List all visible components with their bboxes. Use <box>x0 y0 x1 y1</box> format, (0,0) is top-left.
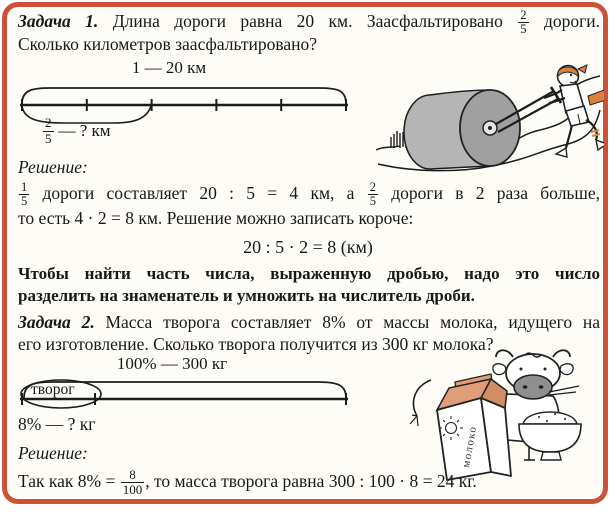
solution2-heading: Решение: <box>18 443 88 463</box>
cow-muzzle <box>514 375 552 399</box>
fraction-numerator: 2 <box>45 115 52 131</box>
boot <box>556 148 567 157</box>
solution1-line2: то есть 4 · 2 = 8 км. Решение можно записать короче: <box>18 208 414 228</box>
boot <box>596 140 604 150</box>
problem2-text-a: Масса творога составляет 8% от массы молока, идущего на <box>105 312 600 332</box>
diagram2-top-label: 100% — 300 кг <box>116 354 228 373</box>
rule-statement <box>18 263 600 307</box>
problem2-line1 <box>18 311 600 333</box>
diagram1-question-label: — ? км <box>58 121 111 140</box>
fraction-two-fifths <box>368 181 378 209</box>
diagram2-ellipse-label: творог <box>31 381 75 398</box>
diagram1-bottom-label <box>42 114 111 148</box>
solution2-line <box>18 462 600 500</box>
solution1-line1 <box>18 179 601 209</box>
problem2-title: Задача 2. <box>18 312 95 332</box>
fraction-denominator: 5 <box>21 194 28 209</box>
diagram2-bottom-label: 8% — ? кг <box>18 414 96 434</box>
diagram1-top-label: 1 — 20 км <box>131 58 207 77</box>
fraction-numerator: 2 <box>520 7 527 22</box>
problem1-line2: Сколько километров заасфальтировано? <box>18 34 318 54</box>
flag <box>588 90 604 105</box>
fraction-two-fifths <box>43 116 54 145</box>
bowl-foot <box>541 452 561 460</box>
solution1-text-b: дороги в 2 раза больше, <box>391 183 601 203</box>
problem2-line2: его изготовление. Сколько творога получится из 300 кг молока? <box>18 334 494 354</box>
fraction-numerator: 8 <box>121 468 145 483</box>
straw <box>549 386 579 395</box>
problem1-text-a: Длина дороги равна 20 км. Заасфальтировано <box>112 11 503 31</box>
solution2-text-b: , то масса творога равна 300 : 100 · 8 = 24 кг. <box>145 471 477 491</box>
problem1-text-b: дороги. <box>543 11 601 31</box>
solution1-text-a: дороги составляет 20 : 5 = 4 км, а <box>42 183 355 203</box>
road-roller-graphic <box>372 56 604 178</box>
solution1-heading: Решение: <box>18 157 88 177</box>
problem1-statement <box>18 7 601 56</box>
road-roller-illustration <box>372 56 604 178</box>
solution2-text-a: Так как 8% = <box>18 471 116 491</box>
cow-tail <box>410 380 431 426</box>
worker <box>544 65 604 157</box>
rule-line2: разделить на знаменатель и умножить на числитель дроби. <box>18 286 475 305</box>
fraction-one-fifth <box>19 181 29 209</box>
cow-ear <box>493 364 506 375</box>
fraction-denominator: 5 <box>45 130 52 146</box>
problem1-line1 <box>18 7 601 37</box>
cow-ear <box>560 364 573 375</box>
fraction-denominator: 100 <box>122 482 143 498</box>
solution1-equation: 20 : 5 · 2 = 8 (км) <box>243 237 373 257</box>
fraction-numerator: 2 <box>369 179 376 194</box>
problem1-title: Задача 1. <box>18 11 99 31</box>
solution1-paragraph <box>18 181 600 231</box>
fraction-numerator: 1 <box>21 179 28 194</box>
diagram-problem1 <box>14 56 359 160</box>
diagram-problem2 <box>14 352 364 448</box>
grass-tuft <box>376 131 406 150</box>
fraction-denominator: 5 <box>520 22 527 37</box>
diagram1-top-brace <box>22 88 346 104</box>
fraction-denominator: 5 <box>369 194 376 209</box>
milk-carton-label: молоко <box>460 424 480 469</box>
fraction-two-fifths <box>518 9 528 37</box>
rule-line1: Чтобы найти часть числа, выраженную дробью, надо это число <box>18 264 600 283</box>
fraction-eight-hundredths <box>121 468 145 497</box>
striped-sock <box>591 130 600 136</box>
